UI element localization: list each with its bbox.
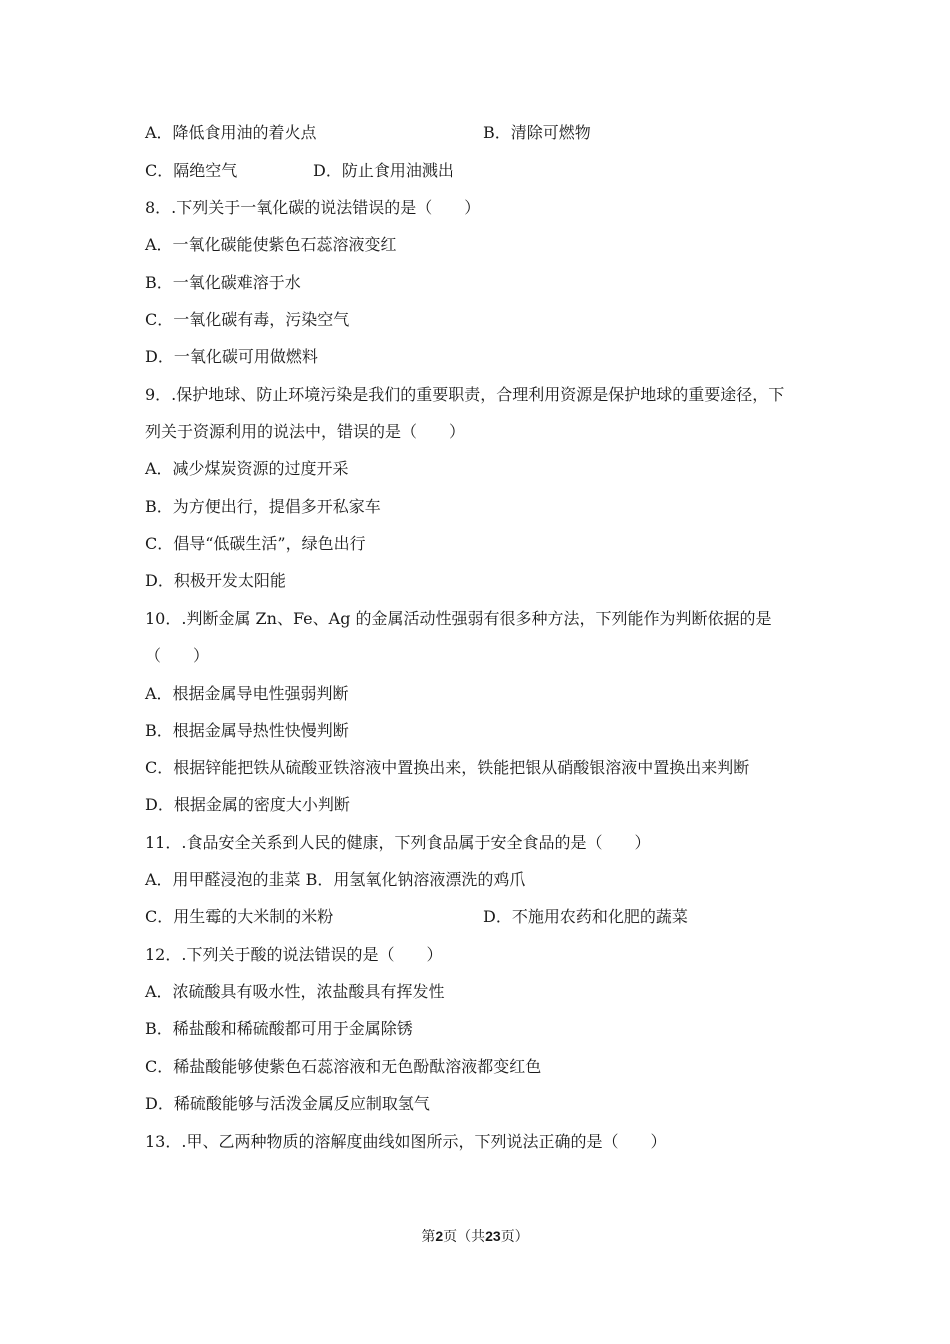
q10-option-c: C．根据锌能把铁从硫酸亚铁溶液中置换出来，铁能把银从硝酸银溶液中置换出来判断 bbox=[145, 758, 750, 777]
q12-stem: 12．.下列关于酸的说法错误的是（ ） bbox=[145, 945, 443, 964]
q11-stem: 11．.食品安全关系到人民的健康，下列食品属于安全食品的是（ ） bbox=[145, 833, 651, 852]
q9-option-c: C．倡导“低碳生活”，绿色出行 bbox=[145, 534, 366, 553]
q11-option-ab: A．用甲醛浸泡的韭菜 B．用氢氧化钠溶液漂洗的鸡爪 bbox=[145, 870, 526, 889]
q10-stem-line-2: （ ） bbox=[145, 646, 210, 665]
q8-option-c: C．一氧化碳有毒，污染空气 bbox=[145, 310, 350, 329]
footer-middle: 页（共 bbox=[443, 1229, 486, 1245]
footer-suffix: 页） bbox=[500, 1229, 529, 1245]
q7-option-d: D．防止食用油溅出 bbox=[313, 161, 454, 180]
footer-prefix: 第 bbox=[421, 1229, 436, 1245]
q10-stem-line-1: 10．.判断金属 Zn、Fe、Ag 的金属活动性强弱有很多种方法，下列能作为判断依据的是 bbox=[145, 609, 772, 628]
q8-option-d: D．一氧化碳可用做燃料 bbox=[145, 347, 318, 366]
q7-option-a: A．降低食用油的着火点 bbox=[145, 123, 317, 142]
q12-option-b: B．稀盐酸和稀硫酸都可用于金属除锈 bbox=[145, 1019, 413, 1038]
q10-option-b: B．根据金属导热性快慢判断 bbox=[145, 721, 349, 740]
q10-option-d: D．根据金属的密度大小判断 bbox=[145, 795, 350, 814]
q11-option-c: C．用生霉的大米制的米粉 bbox=[145, 907, 334, 926]
q13-stem: 13．.甲、乙两种物质的溶解度曲线如图所示，下列说法正确的是（ ） bbox=[145, 1132, 667, 1151]
q9-stem-line-2: 列关于资源利用的说法中，错误的是（ ） bbox=[145, 422, 466, 441]
footer-total-pages: 23 bbox=[485, 1228, 501, 1244]
q8-stem: 8．.下列关于一氧化碳的说法错误的是（ ） bbox=[145, 198, 481, 217]
q7-option-b: B．清除可燃物 bbox=[483, 123, 591, 142]
q7-option-c: C．隔绝空气 bbox=[145, 161, 238, 180]
q12-option-d: D．稀硫酸能够与活泼金属反应制取氢气 bbox=[145, 1094, 430, 1113]
footer-page-number: 2 bbox=[435, 1228, 444, 1244]
q9-option-d: D．积极开发太阳能 bbox=[145, 571, 286, 590]
q8-option-b: B．一氧化碳难溶于水 bbox=[145, 273, 301, 292]
q12-option-a: A．浓硫酸具有吸水性，浓盐酸具有挥发性 bbox=[145, 982, 445, 1001]
q9-option-a: A．减少煤炭资源的过度开采 bbox=[145, 459, 349, 478]
q9-option-b: B．为方便出行，提倡多开私家车 bbox=[145, 497, 381, 516]
page-footer bbox=[0, 1227, 950, 1246]
q10-option-a: A．根据金属导电性强弱判断 bbox=[145, 684, 349, 703]
q11-option-d: D．不施用农药和化肥的蔬菜 bbox=[483, 907, 688, 926]
q9-stem-line-1: 9．.保护地球、防止环境污染是我们的重要职责，合理利用资源是保护地球的重要途径，下 bbox=[145, 385, 785, 404]
q8-option-a: A．一氧化碳能使紫色石蕊溶液变红 bbox=[145, 235, 397, 254]
q12-option-c: C．稀盐酸能够使紫色石蕊溶液和无色酚酞溶液都变红色 bbox=[145, 1057, 542, 1076]
